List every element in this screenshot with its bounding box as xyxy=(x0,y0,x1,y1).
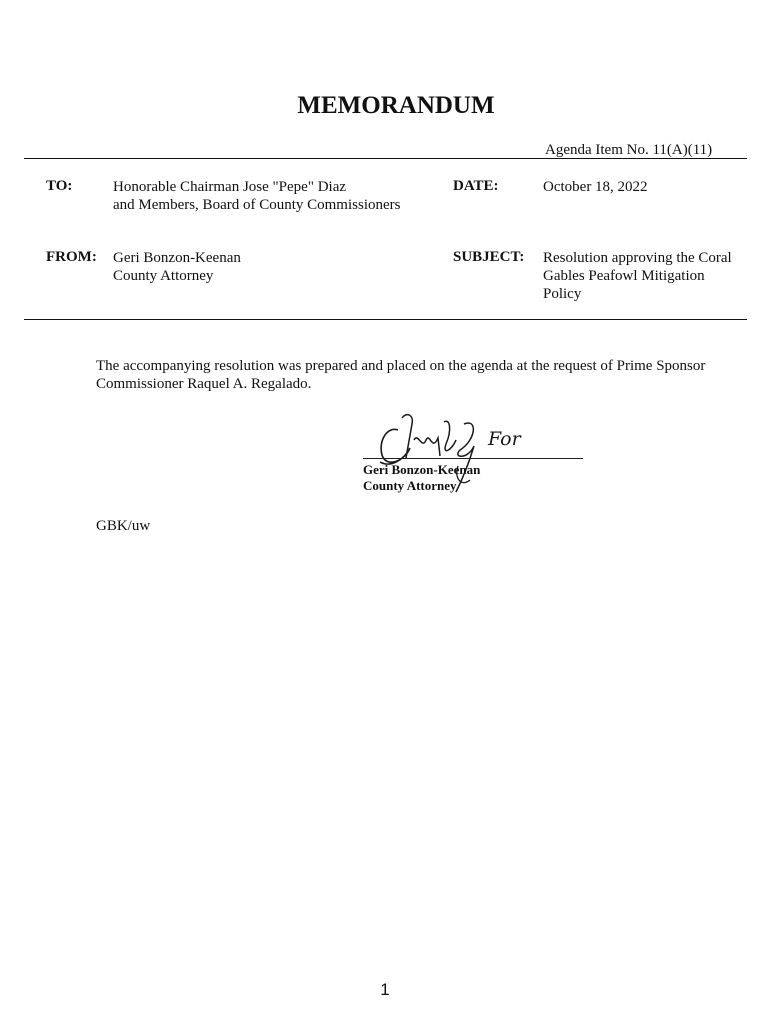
typist-initials: GBK/uw xyxy=(96,518,151,534)
from-sender xyxy=(113,249,241,285)
signatory-title: County Attorney xyxy=(363,478,457,493)
from-line-2: County Attorney xyxy=(113,268,214,284)
subject-label: SUBJECT: xyxy=(453,249,525,265)
to-label: TO: xyxy=(46,178,73,194)
from-line-1: Geri Bonzon-Keenan xyxy=(113,250,241,266)
date-label: DATE: xyxy=(453,178,499,194)
signature-for-note: For xyxy=(488,428,521,450)
date-value: October 18, 2022 xyxy=(543,179,648,195)
signatory-block xyxy=(363,462,480,494)
memo-body xyxy=(96,357,736,393)
signatory-name: Geri Bonzon-Keenan xyxy=(363,462,481,477)
page-number: 1 xyxy=(380,980,390,999)
subject-value xyxy=(543,249,732,303)
to-line-1: Honorable Chairman Jose "Pepe" Diaz xyxy=(113,179,347,195)
subject-line-3: Policy xyxy=(543,286,582,302)
agenda-item-number: Agenda Item No. 11(A)(11) xyxy=(545,142,713,158)
body-line-2: Commissioner Raquel A. Regalado. xyxy=(96,376,312,392)
header-top-rule xyxy=(24,158,747,159)
to-line-2: and Members, Board of County Commissioners xyxy=(113,197,401,213)
subject-line-2: Gables Peafowl Mitigation xyxy=(543,268,705,284)
body-line-1: The accompanying resolution was prepared and placed on the agenda at the request of Prime Sponsor xyxy=(96,358,706,374)
signature-line xyxy=(363,458,583,459)
memo-title: MEMORANDUM xyxy=(297,92,495,119)
from-label: FROM: xyxy=(46,249,97,265)
subject-line-1: Resolution approving the Coral xyxy=(543,250,732,266)
header-bottom-rule xyxy=(24,319,747,320)
to-recipient xyxy=(113,178,400,214)
